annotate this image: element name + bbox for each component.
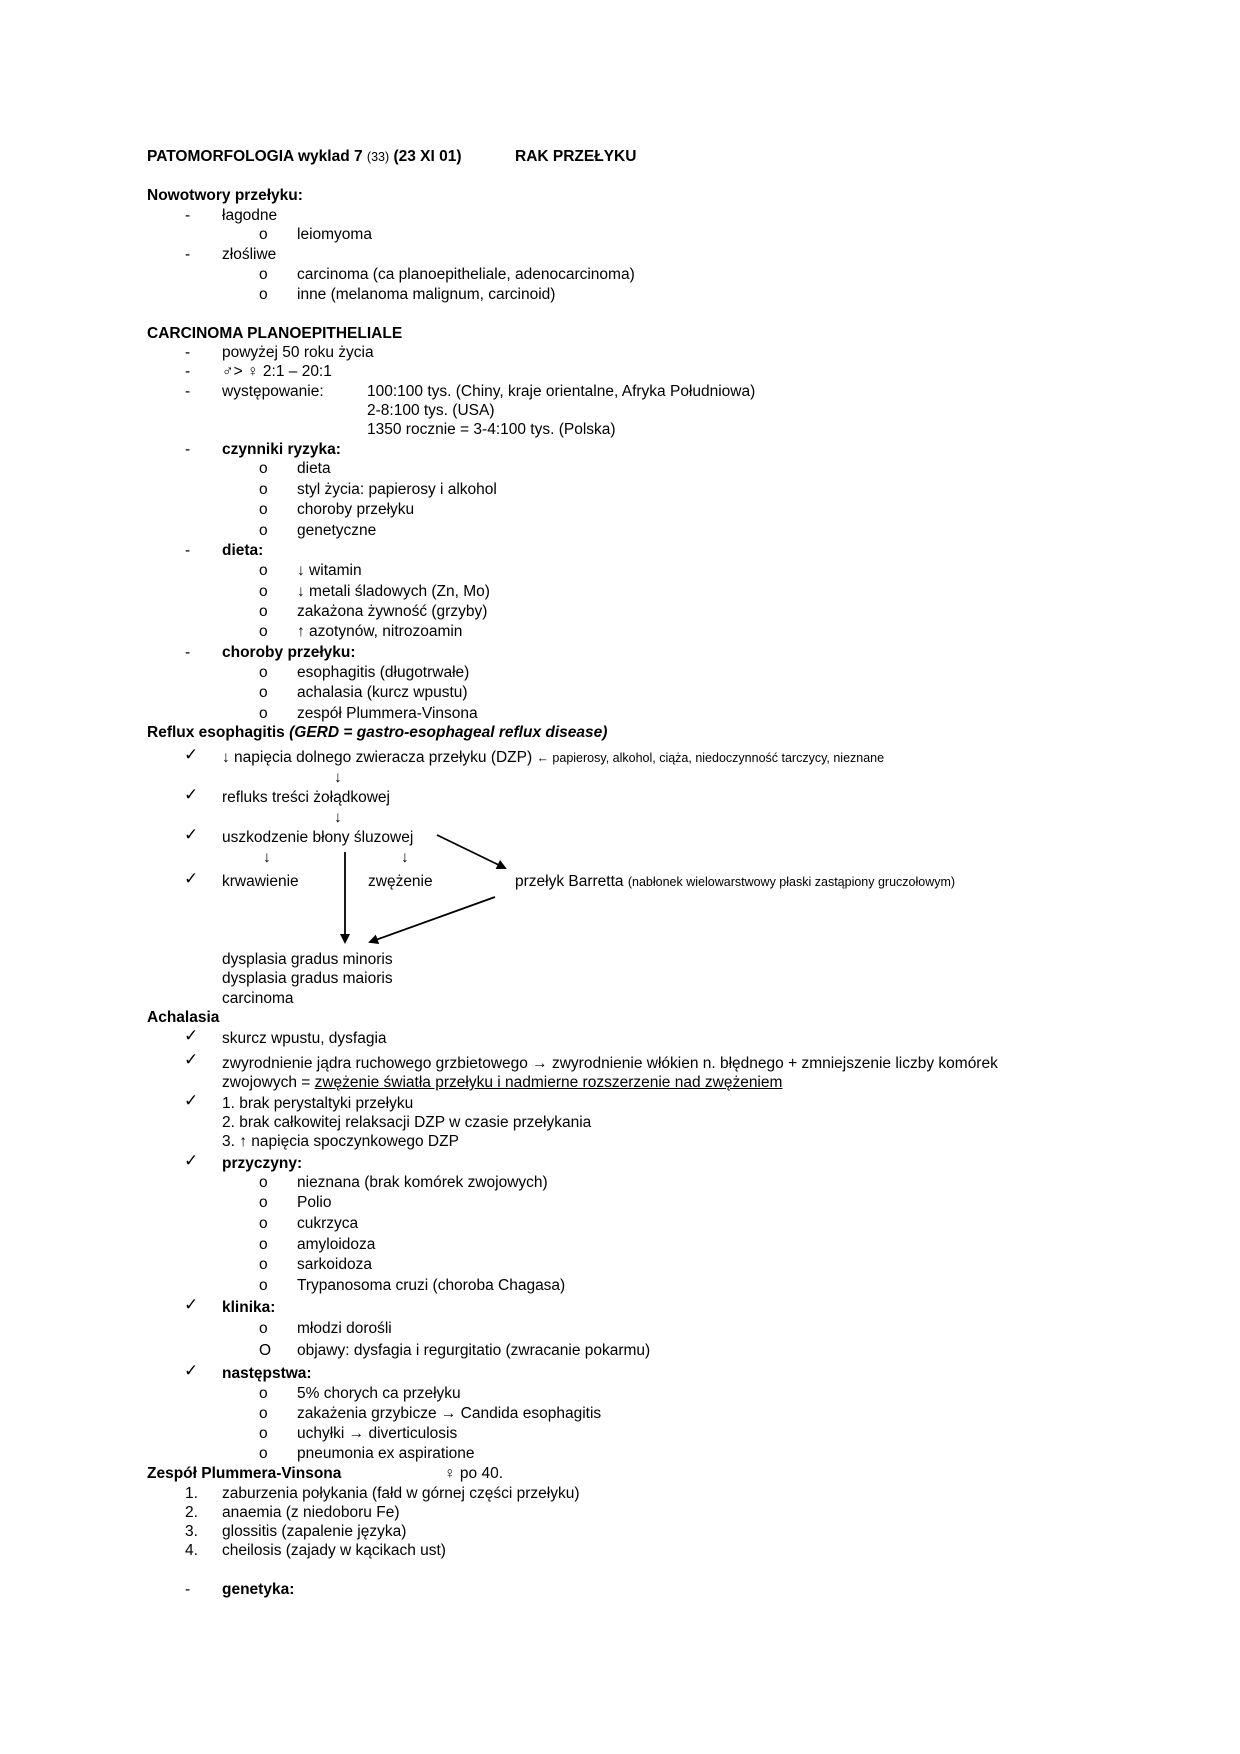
lecture-date: (23 XI 01) (393, 148, 462, 165)
clinic-item: młodzi dorośli (297, 1320, 392, 1337)
dash-marker: - (185, 344, 191, 361)
diet-item: ↓ witamin (297, 562, 362, 579)
outcome-line: dysplasia gradus minoris (222, 951, 393, 968)
disease-item: achalasia (kurcz wpustu) (297, 684, 468, 701)
item-2-underlined: zwężenie światła przełyku i nadmierne rozszerzenie nad zwężeniem (314, 1074, 783, 1091)
course-title: PATOMORFOLOGIA wyklad 7 (147, 148, 363, 165)
number-marker: 2. (185, 1504, 198, 1521)
bleeding-label: krwawienie (222, 873, 299, 890)
dash-marker: - (185, 363, 191, 380)
bullet-marker: o (259, 481, 268, 498)
benign-item: leiomyoma (297, 226, 372, 243)
item-2-prefix: zwojowych = (222, 1074, 315, 1091)
bullet-marker: o (259, 562, 268, 579)
occurrence-line: 1350 rocznie = 3-4:100 tys. (Polska) (367, 421, 616, 438)
dash-marker: - (185, 1581, 191, 1598)
arrow-to-barrett (437, 835, 505, 868)
clinic-label: klinika: (222, 1299, 276, 1316)
dash-marker: - (185, 246, 191, 263)
bullet-marker: o (259, 1445, 268, 1462)
bullet-marker: o (259, 623, 268, 640)
bullet-marker: o (259, 1215, 268, 1232)
bullet-marker: o (259, 226, 268, 243)
plummer-item: zaburzenia połykania (fałd w górnej części przełyku) (222, 1485, 580, 1502)
bullet-marker: o (259, 286, 268, 303)
disease-label: choroby przełyku: (222, 644, 356, 661)
dash-marker: - (185, 207, 191, 224)
bullet-marker: o (259, 460, 268, 477)
cause-item: sarkoidoza (297, 1256, 372, 1273)
benign-label: łagodne (222, 207, 278, 224)
bullet-marker: o (259, 1256, 268, 1273)
barrett-label: przełyk Barretta (515, 873, 624, 890)
diet-item: zakażona żywność (grzyby) (297, 603, 488, 620)
bullet-marker: o (259, 1236, 268, 1253)
step-1-text: ↓ napięcia dolnego zwieracza przełyku (DZP) (222, 749, 533, 766)
outcome-line: dysplasia gradus maioris (222, 970, 393, 987)
bullet-marker: o (259, 522, 268, 539)
bullet-marker: o (259, 1277, 268, 1294)
bullet-marker: o (259, 1174, 268, 1191)
bullet-marker: o (259, 684, 268, 701)
down-arrow: ↓ (263, 849, 271, 866)
cause-item: amyloidoza (297, 1236, 376, 1253)
diet-item: ↑ azotynów, nitrozoamin (297, 623, 463, 640)
causes-label: przyczyny: (222, 1155, 303, 1172)
bullet-marker: O (259, 1342, 272, 1359)
reflux-title: Reflux esophagitis (147, 724, 285, 741)
occurrence-label: występowanie: (222, 383, 324, 400)
risk-item: styl życia: papierosy i alkohol (297, 481, 497, 498)
bullet-marker: o (259, 705, 268, 722)
check-icon: ✓ (184, 1295, 199, 1314)
narrowing-label: zwężenie (368, 873, 433, 890)
dash-marker: - (185, 383, 191, 400)
lecture-number: (33) (366, 150, 390, 164)
reflux-step-3: uszkodzenie błony śluzowej (222, 829, 414, 846)
consequences-label: następstwa: (222, 1365, 312, 1382)
check-icon: ✓ (184, 1050, 199, 1069)
dash-marker: - (185, 644, 191, 661)
number-marker: 1. (185, 1485, 198, 1502)
down-arrow: ↓ (334, 769, 342, 786)
reflux-step-2: refluks treści żołądkowej (222, 789, 390, 806)
consequence-item: 5% chorych ca przełyku (297, 1385, 461, 1402)
down-arrow: ↓ (334, 809, 342, 826)
sex-ratio-line: ♂> ♀ 2:1 – 20:1 (222, 363, 332, 380)
achalasia-item-3: 1. brak perystaltyki przełyku (222, 1095, 414, 1112)
consequence-item: uchyłki → diverticulosis (297, 1425, 458, 1442)
age-line: powyżej 50 roku życia (222, 344, 374, 361)
malignant-label: złośliwe (222, 246, 277, 263)
bullet-marker: o (259, 1425, 268, 1442)
bullet-marker: o (259, 603, 268, 620)
plummer-item: cheilosis (zajady w kącikach ust) (222, 1542, 446, 1559)
arrow-barrett-to-dysplasia (370, 897, 495, 942)
check-icon: ✓ (184, 825, 199, 844)
plummer-note: ♀ po 40. (444, 1465, 504, 1482)
bullet-marker: o (259, 1320, 268, 1337)
malignant-item: inne (melanoma malignum, carcinoid) (297, 286, 556, 303)
risk-item: genetyczne (297, 522, 377, 539)
number-marker: 3. (185, 1523, 198, 1540)
bullet-marker: o (259, 664, 268, 681)
number-marker: 4. (185, 1542, 198, 1559)
plummer-item: glossitis (zapalenie języka) (222, 1523, 407, 1540)
check-icon: ✓ (184, 869, 199, 888)
carcinoma-heading: CARCINOMA PLANOEPITHELIALE (147, 325, 403, 342)
cause-item: Trypanosoma cruzi (choroba Chagasa) (297, 1277, 566, 1294)
cause-item: Polio (297, 1194, 332, 1211)
achalasia-item-2: zwyrodnienie jądra ruchowego grzbietowego → zwyrodnienie włókien n. błędnego + zmniejszenie liczby komórek (222, 1055, 998, 1072)
occurrence-line: 2-8:100 tys. (USA) (367, 402, 495, 419)
dash-marker: - (185, 441, 191, 458)
achalasia-heading: Achalasia (147, 1009, 220, 1026)
down-arrow: ↓ (401, 849, 409, 866)
plummer-item: anaemia (z niedoboru Fe) (222, 1504, 400, 1521)
risk-item: dieta (297, 460, 331, 477)
check-icon: ✓ (184, 1026, 199, 1045)
genetics-label: genetyka: (222, 1581, 295, 1598)
clinic-item: objawy: dysfagia i regurgitatio (zwracanie pokarmu) (297, 1342, 651, 1359)
disease-item: esophagitis (długotrwałe) (297, 664, 470, 681)
achalasia-item-1: skurcz wpustu, dysfagia (222, 1030, 387, 1047)
achalasia-item-3: 3. ↑ napięcia spoczynkowego DZP (222, 1133, 459, 1150)
check-icon: ✓ (184, 785, 199, 804)
bullet-marker: o (259, 1405, 268, 1422)
consequence-item: zakażenia grzybicze → Candida esophagitis (297, 1405, 602, 1422)
tumors-heading: Nowotwory przełyku: (147, 187, 303, 204)
reflux-subtitle: (GERD = gastro-esophageal reflux disease) (289, 724, 608, 741)
consequence-item: pneumonia ex aspiratione (297, 1445, 475, 1462)
check-icon: ✓ (184, 1361, 199, 1380)
cause-item: nieznana (brak komórek zwojowych) (297, 1174, 548, 1191)
bullet-marker: o (259, 583, 268, 600)
achalasia-item-3: 2. brak całkowitej relaksacji DZP w czasie przełykania (222, 1114, 592, 1131)
check-icon: ✓ (184, 745, 199, 764)
step-1-causes: ← papierosy, alkohol, ciąża, niedoczynność tarczycy, nieznane (536, 751, 885, 765)
barrett-note: (nabłonek wielowarstwowy płaski zastąpiony gruczołowym) (627, 875, 956, 889)
achalasia-item-2-cont (222, 1073, 782, 1092)
cause-item: cukrzyca (297, 1215, 359, 1232)
risk-item: choroby przełyku (297, 501, 415, 518)
check-icon: ✓ (184, 1091, 199, 1110)
malignant-item: carcinoma (ca planoepitheliale, adenocarcinoma) (297, 266, 635, 283)
bullet-marker: o (259, 501, 268, 518)
lecture-topic: RAK PRZEŁYKU (515, 148, 637, 165)
risk-label: czynniki ryzyka: (222, 441, 341, 458)
bullet-marker: o (259, 1385, 268, 1402)
bullet-marker: o (259, 266, 268, 283)
disease-item: zespół Plummera-Vinsona (297, 705, 478, 722)
plummer-heading: Zespół Plummera-Vinsona (147, 1465, 342, 1482)
outcome-line: carcinoma (222, 990, 294, 1007)
check-icon: ✓ (184, 1151, 199, 1170)
diet-label: dieta: (222, 542, 264, 559)
occurrence-line: 100:100 tys. (Chiny, kraje orientalne, Afryka Południowa) (367, 383, 756, 400)
diet-item: ↓ metali śladowych (Zn, Mo) (297, 583, 490, 600)
bullet-marker: o (259, 1194, 268, 1211)
dash-marker: - (185, 542, 191, 559)
